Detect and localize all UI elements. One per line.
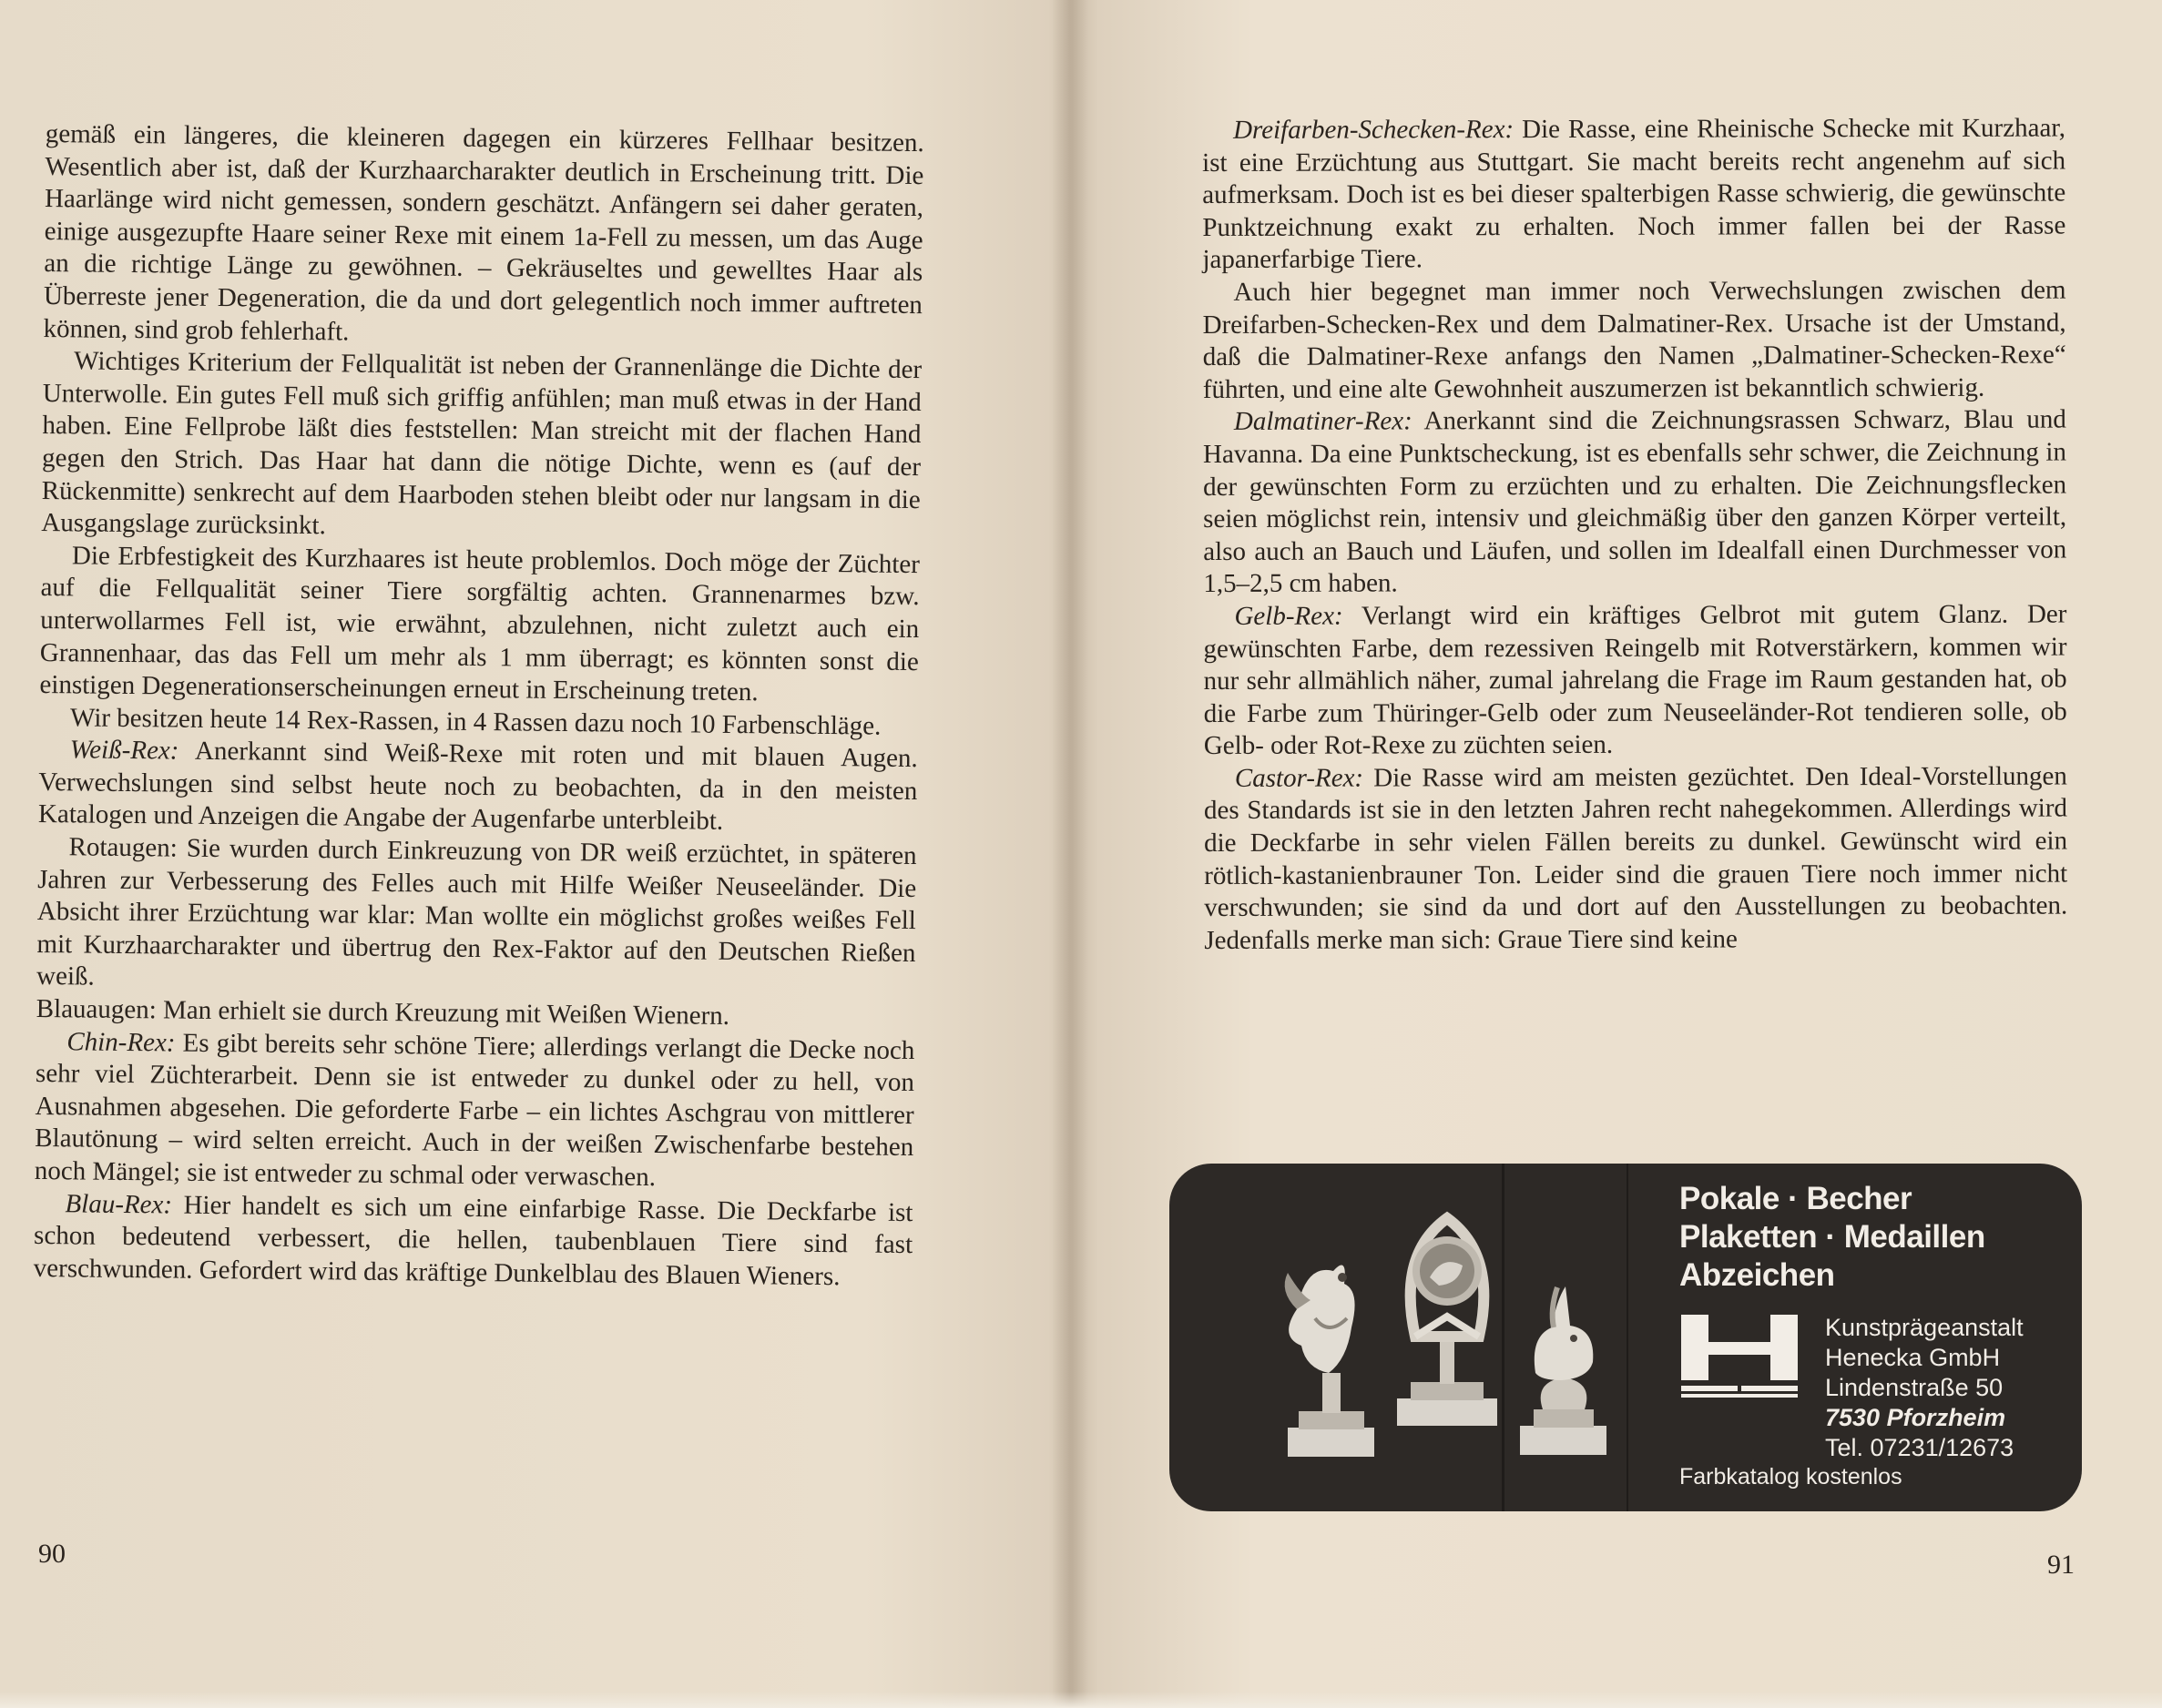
right-page-text	[1202, 113, 2067, 958]
paragraph-chin-rex: Chin-Rex: Es gibt bereits sehr schöne Tiere; allerdings verlangt die Decke noch sehr viel Züchterarbeit. Denn sie ist entweder zu dunkel oder zu hell, von Ausnahmen abgesehen. Die geforderte Farbe – ein lichtes Aschgrau von mittlerer Blautönung – wird selten erreicht. Auch in der weißen Zwischenfarbe bestehen noch Mängel; sie ist entweder zu schmal oder verwaschen.	[34, 1026, 915, 1193]
ad-headline-line: Plaketten · Medaillen	[1679, 1219, 1985, 1255]
ad-headline-line: Abzeichen	[1679, 1257, 1835, 1293]
section-lead: Dreifarben-Schecken-Rex:	[1233, 115, 1514, 145]
section-lead: Weiß-Rex:	[69, 735, 179, 766]
henecka-logo-icon	[1681, 1315, 1809, 1398]
rabbit-trophy-icon	[1520, 1286, 1606, 1455]
section-lead: Chin-Rex:	[66, 1026, 176, 1058]
catalog-note: Farbkatalog kostenlos	[1679, 1464, 1902, 1489]
paragraph: Wir besitzen heute 14 Rex-Rassen, in 4 Rassen dazu noch 10 Farbenschläge.	[69, 703, 882, 741]
rooster-trophy-icon	[1285, 1266, 1374, 1457]
paragraph-gelb-rex: Gelb-Rex: Verlangt wird ein kräftiges Gelbrot mit gutem Glanz. Der gewünschten Farbe, dem rezessiven Reingelb mit Rotverstärkern, kommen wir nur sehr allmählich näher, zumal jahrelang die Frage im Raum gestanden hat, ob die Farbe zum Thüringer-Gelb oder zum Neuseeländer-Rot tendieren solle, ob Gelb- oder Rot-Rexe zu züchten seien.	[1203, 599, 2067, 761]
paragraph: gemäß ein längeres, die kleineren dagegen ein kürzeres Fellhaar besitzen. Wesentlich aber ist, daß der Kurzhaarcharakter deutlich in Erscheinung tritt. Die Haarlänge wird nicht gemessen, sondern geschätzt. Anfängern sei daher geraten, einige ausgezupfte Haare seiner Rexe mit einem 1a-Fell zu messen, um das Auge an die richtige Länge zu gewöhnen. – Gekräuseltes und gewelltes Haar als Überreste jener Degeneration, die da und dort gelegentlich noch immer auftreten können, sind grob fehlerhaft.	[43, 118, 924, 347]
left-page	[0, 0, 1075, 1708]
company-address	[1825, 1313, 2024, 1463]
page-number-left: 90	[38, 1539, 66, 1569]
paragraph-rotaugen: Rotaugen: Sie wurden durch Einkreuzung von DR weiß erzüchtet, in späteren Jahren zur Verbesserung des Felles auch mit Hilfe Weißer Neuseeländer. Die Absicht ihrer Erzüchtung war klar: Man wollte ein möglichst großes weißes Fell mit Kurzhaarcharakter und übertrug den Rex-Faktor auf den Deutschen Rießen weiß.	[36, 832, 917, 992]
paragraph: Wichtiges Kriterium der Fellqualität ist neben der Grannenlänge die Dichte der Unterwolle. Ein gutes Fell muß sich griffig anfühlen; man muß etwas in der Hand haben. Eine Fellprobe läßt dies feststellen: Man streicht mit der flachen Hand gegen den Strich. Das Haar hat dann die nötige Dichte, wenn es (auf der Rückenmitte) senkrecht auf dem Haarboden stehen bleibt oder nur langsam in die Ausgangslage zurücksinkt.	[41, 346, 923, 541]
ad-headline	[1679, 1180, 1985, 1295]
paragraph-weiss-rex: Weiß-Rex: Anerkannt sind Weiß-Rexe mit roten und mit blauen Augen. Verwechslungen sind selbst heute noch zu beobachten, da in den meisten Katalogen und Anzeigen die Angabe der Augenfarbe unterbleibt.	[37, 735, 918, 837]
page-number-right: 91	[2047, 1550, 2075, 1580]
section-lead: Dalmatiner-Rex:	[1233, 406, 1412, 437]
right-page	[1075, 0, 2162, 1708]
ad-divider	[1502, 1164, 1504, 1511]
paragraph-dalmatiner-rex: Dalmatiner-Rex: Anerkannt sind die Zeichnungsrassen Schwarz, Blau und Havanna. Da eine Punktscheckung, ist es ebenfalls sehr schwer, die Zeichnung in der gewünschten Form zu erzüchten und zu erhalten. Die Zeichnungsflecken seien möglichst rein, intensiv und gleichmäßig über den ganzen Körper verteilt, also auch an Bauch und Läufen, und sollen im Idealfall einen Durchmesser von 1,5–2,5 cm haben.	[1202, 404, 2067, 599]
company-line: Henecka GmbH	[1825, 1344, 2001, 1371]
paragraph-dreifarben-schecken-rex: Dreifarben-Schecken-Rex: Die Rasse, eine Rheinische Schecke mit Kurzhaar, ist eine Erzüchtung aus Stuttgart. Sie macht bereits recht angenehm auf sich aufmerksam. Doch ist es bei dieser spalterbigen Rasse schwierig, die gewünschte Punktzeichnung exakt zu erhalten. Noch immer fallen bei der Rasse japanerfarbige Tiere.	[1202, 113, 2066, 275]
section-lead: Gelb-Rex:	[1234, 601, 1343, 631]
paragraph-castor-rex: Castor-Rex: Die Rasse wird am meisten gezüchtet. Den Ideal-Vorstellungen des Standards ist sie in den letzten Jahren recht nahegekommen. Allerdings wird die Deckfarbe in sehr vielen Fällen bereits zu dunkel. Gewünscht wird ein rötlich-kastanienbrauner Ton. Leider sind die grauen Tiere noch immer nicht verschwunden; sie sind da und dort auf den Ausstellungen zu beobachten. Jedenfalls merke man sich: Graue Tiere sind keine	[1203, 761, 2068, 955]
paragraph-blau-rex: Blau-Rex: Hier handelt es sich um eine einfarbige Rasse. Die Deckfarbe ist schon bedeutend verbessert, die hellen, taubenblauen Tiere sind fast verschwunden. Gefordert wird das kräftige Dunkelblau des Blauen Wieners.	[33, 1188, 913, 1291]
paragraph: Auch hier begegnet man immer noch Verwechslungen zwischen dem Dreifarben-Schecken-Rex und dem Dalmatiner-Rex. Ursache ist der Umstand, daß die Dalmatiner-Rexe anfangs den Namen „Dalmatiner-Schecken-Rexe“ führten, und eine alte Gewohnheit auszumerzen ist bekanntlich schwierig.	[1202, 275, 2066, 404]
section-lead: Castor-Rex:	[1234, 763, 1364, 793]
trophy-illustration	[1260, 1200, 1625, 1473]
section-lead: Blau-Rex:	[65, 1188, 173, 1220]
ad-divider	[1627, 1164, 1628, 1511]
company-line: Lindenstraße 50	[1825, 1374, 2004, 1401]
ad-headline-line: Pokale · Becher	[1679, 1181, 1912, 1216]
company-phone: Tel. 07231/12673	[1825, 1434, 2014, 1461]
paragraph-blauaugen: Blauaugen: Man erhielt sie durch Kreuzung mit Weißen Wienern.	[36, 993, 730, 1031]
company-line: 7530 Pforzheim	[1825, 1404, 2006, 1431]
left-page-text	[34, 118, 924, 1294]
paragraph: Die Erbfestigkeit des Kurzhaares ist heute problemlos. Doch möge der Züchter auf die Fellqualität seiner Tiere sorgfältig achten. Grannenarmes bzw. unterwollarmes Fell ist, wie erwähnt, abzulehnen, nicht zuletzt auch ein Grannenhaar, das das Fell um mehr als 1 mm überragt; es könnten sonst die einstigen Degenerationserscheinungen erneut in Erscheinung treten.	[39, 541, 921, 707]
advertisement	[1169, 1164, 2082, 1511]
company-line: Kunstprägeanstalt	[1825, 1314, 2024, 1341]
page-bottom-edge	[0, 1692, 2162, 1708]
medal-trophy-icon	[1397, 1218, 1497, 1426]
